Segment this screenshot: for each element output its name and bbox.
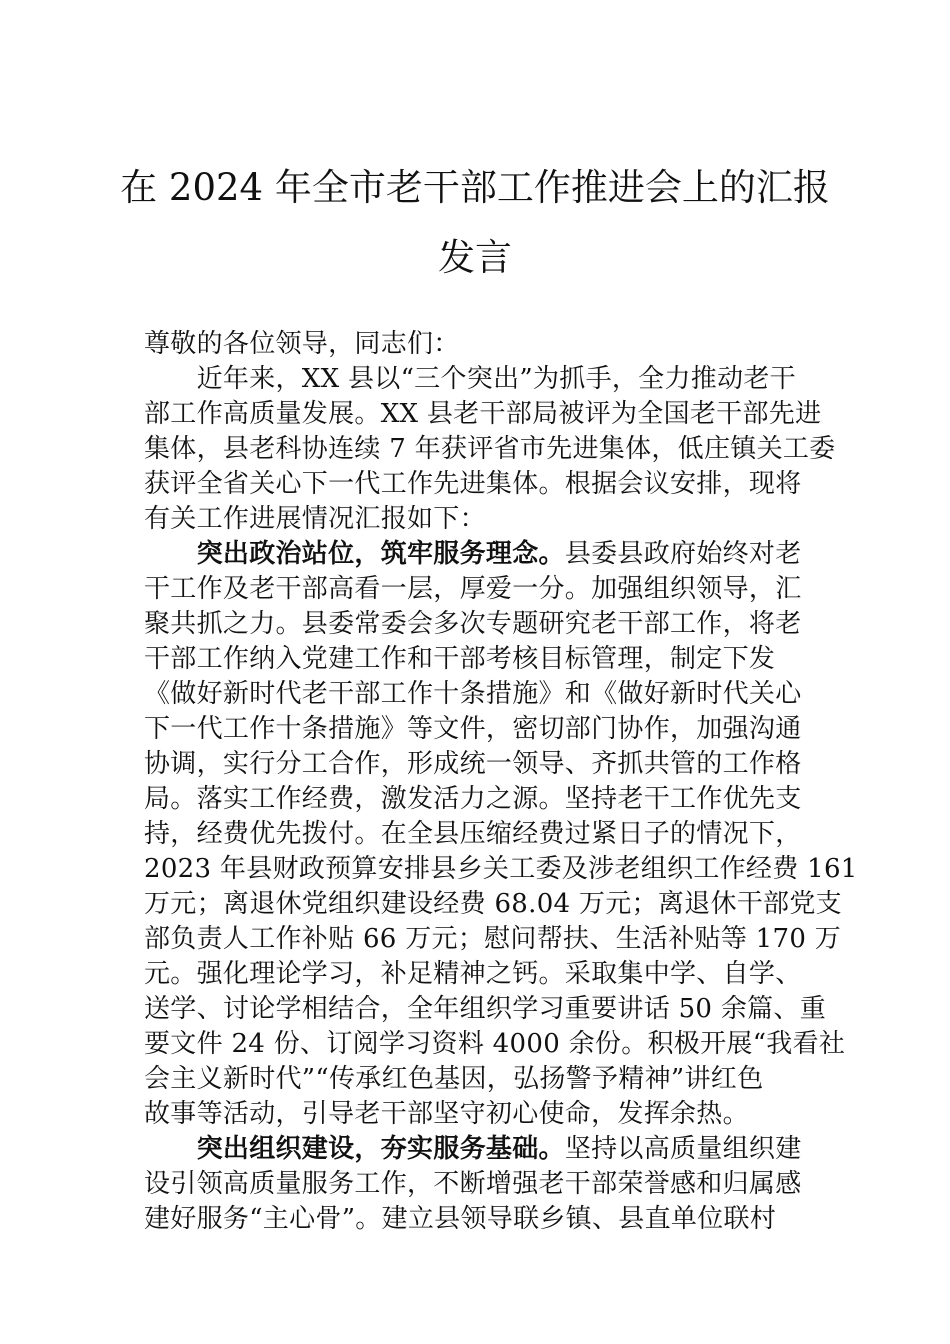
paragraph-line: 2023 年县财政预算安排县乡关工委及涉老组织工作经费 161 <box>144 854 858 884</box>
paragraph-line: 有关工作进展情况汇报如下： <box>144 504 486 534</box>
greeting: 尊敬的各位领导，同志们： <box>144 329 460 359</box>
paragraph-line: 干工作及老干部高看一层，厚爱一分。加强组织领导，汇 <box>144 574 802 604</box>
paragraph-line: 元。强化理论学习，补足精神之钙。采取集中学、自学、 <box>144 959 802 989</box>
paragraph-line: 万元；离退休党组织建设经费 68.04 万元；离退休干部党支 <box>144 889 842 919</box>
paragraph-line: 建好服务“主心骨”。建立县领导联乡镇、县直单位联村 <box>144 1204 777 1234</box>
paragraph-line: 集体，县老科协连续 7 年获评省市先进集体，低庄镇关工委 <box>144 434 836 464</box>
paragraph-line: 设引领高质量服务工作，不断增强老干部荣誉感和归属感 <box>144 1169 802 1199</box>
section-heading: 突出政治站位，筑牢服务理念。 <box>196 539 565 569</box>
paragraph-line <box>144 1132 834 1166</box>
paragraph-line: 近年来，XX 县以“三个突出”为抓手，全力推动老干 <box>144 364 796 394</box>
paragraph-line: 干部工作纳入党建工作和干部考核目标管理，制定下发 <box>144 644 776 674</box>
paragraph-line: 协调，实行分工合作，形成统一领导、齐抓共管的工作格 <box>144 749 802 779</box>
paragraph-line: 持，经费优先拨付。在全县压缩经费过紧日子的情况下， <box>144 819 802 849</box>
section-text: 坚持以高质量组织建 <box>564 1134 802 1164</box>
paragraph-line: 部工作高质量发展。XX 县老干部局被评为全国老干部先进 <box>144 399 822 429</box>
paragraph-line <box>144 537 834 571</box>
paragraph-line: 聚共抓之力。县委常委会多次专题研究老干部工作，将老 <box>144 609 802 639</box>
document-title-continued: 发言 <box>438 236 512 279</box>
paragraph-line: 会主义新时代”“传承红色基因，弘扬警予精神”讲红色 <box>144 1064 764 1094</box>
paragraph-line: 部负责人工作补贴 66 万元；慰问帮扶、生活补贴等 170 万 <box>144 924 842 954</box>
document-title: 在 2024 年全市老干部工作推进会上的汇报 <box>120 166 830 209</box>
paragraph-line: 《做好新时代老干部工作十条措施》和《做好新时代关心 <box>144 679 802 709</box>
section-text: 县委县政府始终对老 <box>564 539 802 569</box>
paragraph-line: 要文件 24 份、订阅学习资料 4000 余份。积极开展“我看社 <box>144 1029 846 1059</box>
paragraph-line: 局。落实工作经费，激发活力之源。坚持老干工作优先支 <box>144 784 802 814</box>
paragraph-line: 故事等活动，引导老干部坚守初心使命，发挥余热。 <box>144 1099 749 1129</box>
section-heading: 突出组织建设，夯实服务基础。 <box>196 1134 565 1164</box>
paragraph-line: 下一代工作十条措施》等文件，密切部门协作，加强沟通 <box>144 714 802 744</box>
paragraph-line: 送学、讨论学相结合，全年组织学习重要讲话 50 余篇、重 <box>144 994 827 1024</box>
paragraph-line: 获评全省关心下一代工作先进集体。根据会议安排，现将 <box>144 469 802 499</box>
